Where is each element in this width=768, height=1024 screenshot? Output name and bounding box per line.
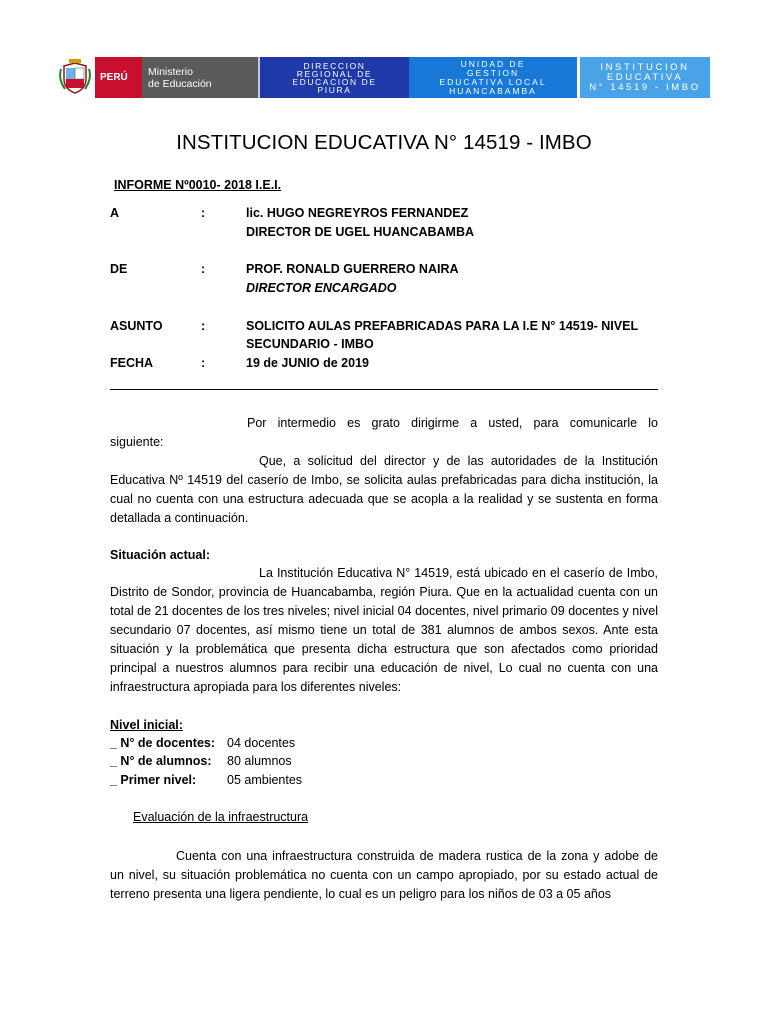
list-item-docentes-value: 04 docentes bbox=[227, 736, 296, 750]
fecha-colon: : bbox=[201, 356, 206, 370]
peru-label: PERÚ bbox=[100, 72, 128, 83]
list-item-nivel-label: _ Primer nivel: bbox=[110, 773, 197, 787]
p3-line1: La Institución Educativa N° 14519, está ubicado en el caserío de Imbo, bbox=[259, 566, 658, 580]
a-value-name: lic. HUGO NEGREYROS FERNANDEZ bbox=[246, 206, 469, 220]
p3-rest: Distrito de Sondor, provincia de Huancabamba, región Piura. Que en la actualidad cuenta con un total de 21 docentes de los tres niveles; nivel inicial 04 docentes, nivel primario 09 docentes y nivel secundario 07 docentes, así mismo tiene un total de 381 alumnos de ambos sexos. Ante esta situación y la problemática que presenta dicha estructura que son afectados como prioridad principal a nuestros alumnos para recibir una educación de nivel, Lo cual no cuenta con una infraestructura apropiada para los diferentes niveles: bbox=[110, 585, 658, 694]
list-item-alumnos-label: _ N° de alumnos: bbox=[110, 754, 212, 768]
p1-line1: Por intermedio es grato dirigirme a usted, para comunicarle lo bbox=[247, 416, 658, 430]
p2-rest: Educativa Nº 14519 del caserío de Imbo, se solicita aulas prefabricadas para dicha institución, la cual no cuenta con una estructura adecuada que se acopla a la realidad y se sustenta en forma detallada a continuación. bbox=[110, 473, 658, 525]
list-item-alumnos-value: 80 alumnos bbox=[227, 754, 292, 768]
informe-number: INFORME Nº0010- 2018 I.E.I. bbox=[114, 178, 282, 192]
divider bbox=[110, 389, 658, 390]
ie-brand bbox=[577, 57, 710, 98]
ie-label: INSTITUCION EDUCATIVA N° 14519 - IMBO bbox=[589, 61, 701, 93]
list-item-docentes-label: _ N° de docentes: bbox=[110, 736, 216, 750]
page-title: INSTITUCION EDUCATIVA N° 14519 - IMBO bbox=[176, 131, 592, 154]
coat-of-arms-icon bbox=[55, 57, 95, 98]
p1-line2: siguiente: bbox=[110, 435, 164, 449]
de-colon: : bbox=[201, 262, 206, 276]
p2-line1: Que, a solicitud del director y de las autoridades de la Institución bbox=[259, 454, 658, 468]
a-label: A bbox=[110, 206, 120, 220]
de-value-role: DIRECTOR ENCARGADO bbox=[246, 281, 397, 295]
dre-brand bbox=[258, 57, 409, 98]
ministerio-brand bbox=[142, 57, 258, 98]
situacion-heading: Situación actual: bbox=[110, 548, 211, 562]
fecha-label: FECHA bbox=[110, 356, 154, 370]
nivel-heading: Nivel inicial: bbox=[110, 718, 183, 732]
p4-rest: un nivel, su situación problemática no cuenta con un campo apropiado, por su estado actual de terreno presenta una ligera pendiente, lo cual es un peligro para los niños de 03 a 05 años bbox=[110, 868, 658, 901]
ugel-label: UNIDAD DE GESTION EDUCATIVA LOCAL HUANCABAMBA bbox=[439, 58, 547, 96]
asunto-value-line1: SOLICITO AULAS PREFABRICADAS PARA LA I.E N° 14519- NIVEL bbox=[246, 319, 639, 333]
p4-line1: Cuenta con una infraestructura construida de madera rustica de la zona y adobe de bbox=[176, 849, 658, 863]
dre-label: DIRECCION REGIONAL DE EDUCACION DE PIURA bbox=[292, 60, 377, 95]
de-value-name: PROF. RONALD GUERRERO NAIRA bbox=[246, 262, 459, 276]
a-value-role: DIRECTOR DE UGEL HUANCABAMBA bbox=[246, 225, 475, 239]
asunto-label: ASUNTO bbox=[110, 319, 163, 333]
peru-brand bbox=[95, 57, 142, 98]
ministerio-label: Ministerio de Educación bbox=[148, 65, 212, 90]
header-banner bbox=[55, 57, 710, 98]
ugel-brand bbox=[409, 57, 577, 98]
asunto-colon: : bbox=[201, 319, 206, 333]
fecha-value: 19 de JUNIO de 2019 bbox=[246, 356, 369, 370]
list-item-nivel-value: 05 ambientes bbox=[227, 773, 303, 787]
evaluacion-heading: Evaluación de la infraestructura bbox=[133, 810, 309, 824]
a-colon: : bbox=[201, 206, 206, 220]
asunto-value-line2: SECUNDARIO - IMBO bbox=[246, 337, 374, 351]
de-label: DE bbox=[110, 262, 128, 276]
